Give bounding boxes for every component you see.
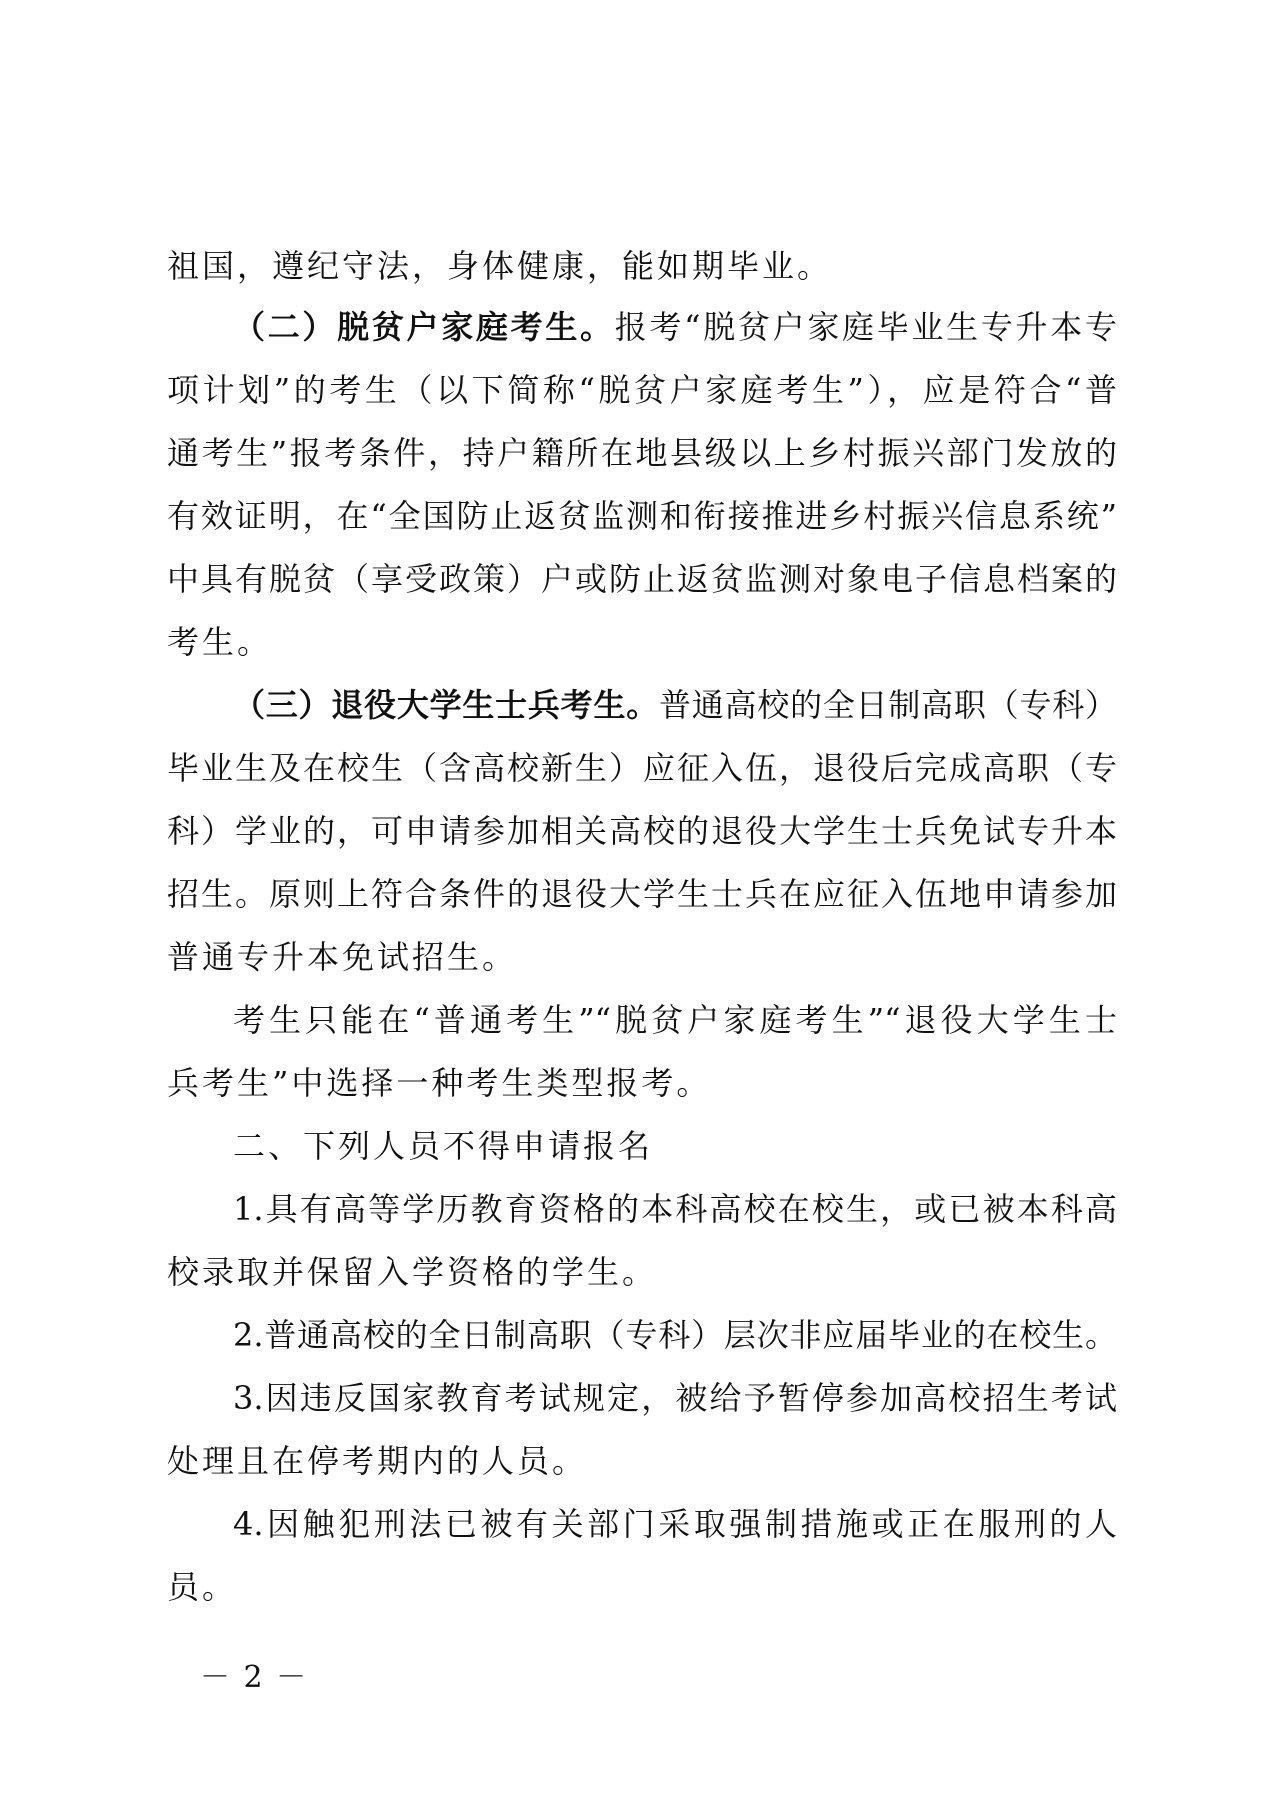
text-line-12: 普通专升本免试招生。 bbox=[167, 938, 518, 976]
list-item-3-cont: 处理且在停考期内的人员。 bbox=[167, 1442, 588, 1480]
text-line-4: 通考生”报考条件，持户籍所在地县级以上乡村振兴部门发放的 bbox=[167, 434, 1117, 472]
text-line-3: 项计划”的考生（以下简称“脱贫户家庭考生”），应是符合“普 bbox=[167, 371, 1117, 409]
text-line-6: 中具有脱贫（享受政策）户或防止返贫监测对象电子信息档案的 bbox=[167, 560, 1117, 598]
page-number: － 2 － bbox=[200, 1660, 309, 1695]
section-text-3: 普通高校的全日制高职（专科） bbox=[659, 686, 1117, 724]
text-line-11: 招生。原则上符合条件的退役大学生士兵在应征入伍地申请参加 bbox=[167, 875, 1117, 913]
heading-2: 二、下列人员不得申请报名 bbox=[233, 1127, 654, 1165]
list-item-3: 3.因违反国家教育考试规定，被给予暂停参加高校招生考试 bbox=[233, 1379, 1117, 1417]
section-heading-3: （三）退役大学生士兵考生。 bbox=[233, 686, 659, 724]
text-line-13: 考生只能在“普通考生”“脱贫户家庭考生”“退役大学生士 bbox=[233, 1001, 1117, 1039]
list-item-1: 1.具有高等学历教育资格的本科高校在校生，或已被本科高 bbox=[233, 1190, 1117, 1228]
section-text-2: 报考“脱贫户家庭毕业生专升本专 bbox=[614, 308, 1117, 346]
text-line-8 bbox=[233, 685, 1117, 725]
text-line-9: 毕业生及在校生（含高校新生）应征入伍，退役后完成高职（专 bbox=[167, 749, 1117, 787]
section-heading-2: （二）脱贫户家庭考生。 bbox=[233, 308, 615, 346]
text-line-2 bbox=[233, 307, 1117, 347]
list-item-4: 4.因触犯刑法已被有关部门采取强制措施或正在服刑的人 bbox=[233, 1505, 1117, 1543]
text-line-1: 祖国，遵纪守法，身体健康，能如期毕业。 bbox=[167, 247, 833, 285]
list-item-2: 2.普通高校的全日制高职（专科）层次非应届毕业的在校生。 bbox=[233, 1316, 1117, 1354]
text-line-5: 有效证明，在“全国防止返贫监测和衔接推进乡村振兴信息系统” bbox=[167, 497, 1117, 535]
text-line-10: 科）学业的，可申请参加相关高校的退役大学生士兵免试专升本 bbox=[167, 812, 1117, 850]
list-item-1-cont: 校录取并保留入学资格的学生。 bbox=[167, 1253, 658, 1291]
text-line-14: 兵考生”中选择一种考生类型报考。 bbox=[167, 1064, 712, 1102]
list-item-4-cont: 员。 bbox=[167, 1568, 238, 1606]
text-line-7: 考生。 bbox=[167, 623, 273, 661]
